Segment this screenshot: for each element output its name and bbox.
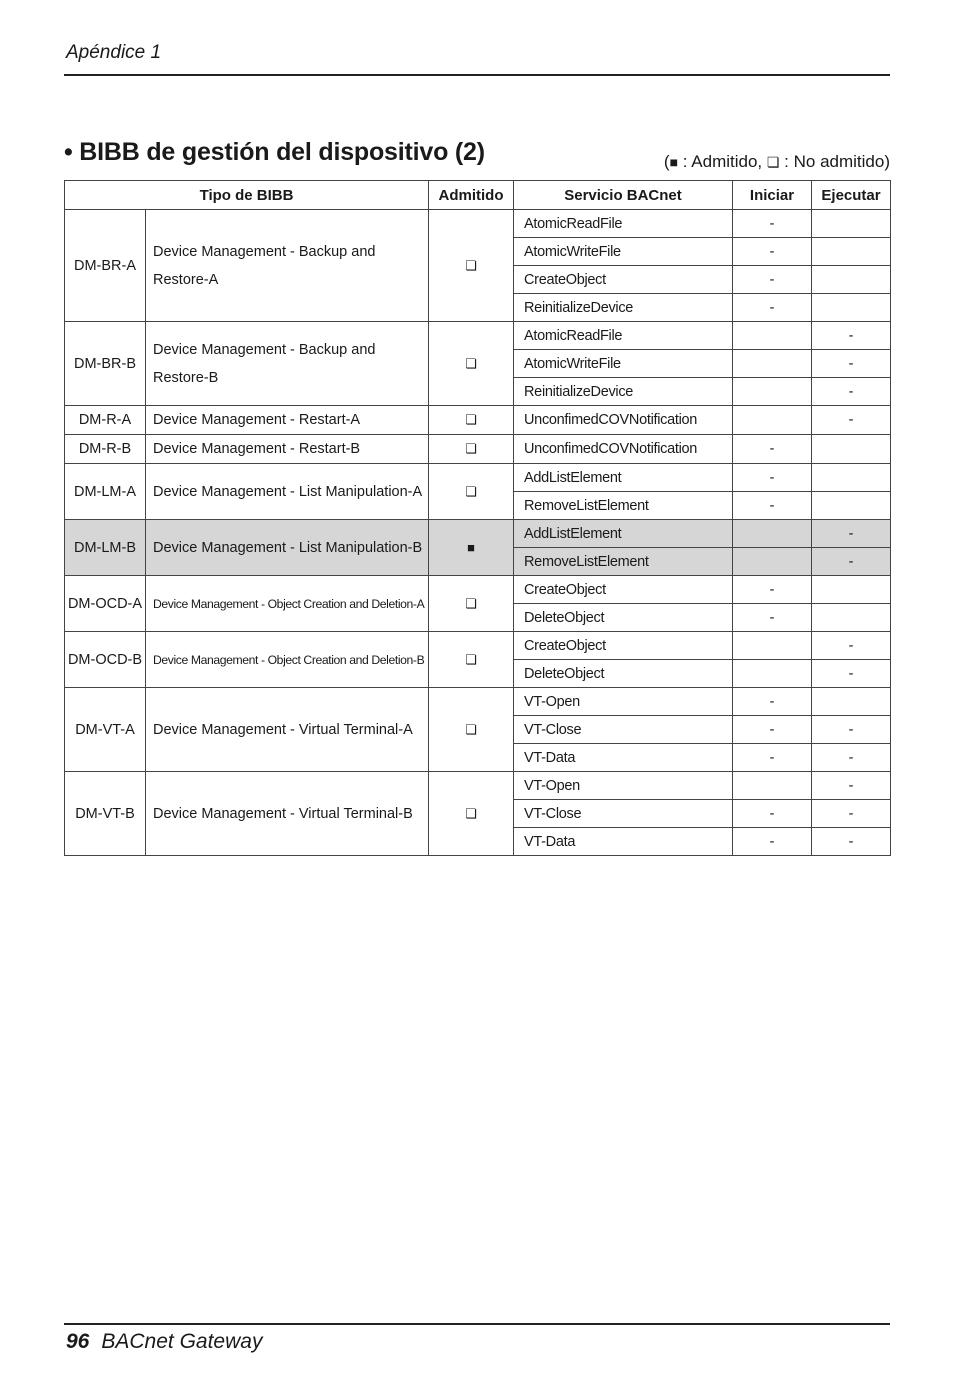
unsupported-icon: ❏ xyxy=(429,210,514,322)
ejecutar-mark xyxy=(812,210,891,238)
product-name: BACnet Gateway xyxy=(101,1330,263,1353)
bacnet-service: AtomicReadFile xyxy=(514,322,733,350)
iniciar-mark xyxy=(733,520,812,548)
bibb-name: Device Management - Virtual Terminal-A xyxy=(146,688,429,772)
table-row xyxy=(65,520,891,548)
bacnet-service: VT-Close xyxy=(514,716,733,744)
table-row xyxy=(65,435,891,464)
iniciar-mark: - xyxy=(733,800,812,828)
bibb-code: DM-OCD-B xyxy=(65,632,146,688)
bibb-name: Device Management - Backup and Restore-B xyxy=(146,322,429,406)
ejecutar-mark: - xyxy=(812,800,891,828)
supported-icon: ■ xyxy=(669,154,679,170)
page-title: • BIBB de gestión del dispositivo (2) xyxy=(64,138,485,166)
bibb-name: Device Management - Restart-B xyxy=(146,435,429,464)
page-number: 96 xyxy=(66,1330,90,1353)
legend xyxy=(664,152,890,172)
footer-divider xyxy=(64,1323,890,1325)
ejecutar-mark: - xyxy=(812,744,891,772)
bibb-name: Device Management - Restart-A xyxy=(146,406,429,435)
bacnet-service: CreateObject xyxy=(514,266,733,294)
column-header-servicio: Servicio BACnet xyxy=(514,181,733,210)
ejecutar-mark: - xyxy=(812,632,891,660)
ejecutar-mark: - xyxy=(812,716,891,744)
unsupported-icon: ❏ xyxy=(429,576,514,632)
iniciar-mark: - xyxy=(733,576,812,604)
bacnet-service: UnconfimedCOVNotification xyxy=(514,435,733,464)
legend-unsupported-text: : No admitido) xyxy=(779,152,890,171)
ejecutar-mark xyxy=(812,435,891,464)
ejecutar-mark: - xyxy=(812,660,891,688)
bacnet-service: RemoveListElement xyxy=(514,492,733,520)
bibb-code: DM-OCD-A xyxy=(65,576,146,632)
bacnet-service: VT-Data xyxy=(514,744,733,772)
header-divider xyxy=(64,74,890,76)
iniciar-mark xyxy=(733,322,812,350)
section-header: Apéndice 1 xyxy=(66,42,162,63)
iniciar-mark: - xyxy=(733,688,812,716)
bibb-table xyxy=(64,180,891,856)
ejecutar-mark xyxy=(812,266,891,294)
unsupported-icon: ❏ xyxy=(429,406,514,435)
iniciar-mark: - xyxy=(733,464,812,492)
table-row xyxy=(65,322,891,350)
bacnet-service: CreateObject xyxy=(514,632,733,660)
bibb-name: Device Management - Object Creation and Deletion-B xyxy=(146,632,429,688)
ejecutar-mark xyxy=(812,604,891,632)
iniciar-mark: - xyxy=(733,492,812,520)
table-row xyxy=(65,464,891,492)
ejecutar-mark: - xyxy=(812,378,891,406)
bibb-code: DM-BR-A xyxy=(65,210,146,322)
bacnet-service: VT-Open xyxy=(514,772,733,800)
ejecutar-mark xyxy=(812,294,891,322)
unsupported-icon: ❏ xyxy=(429,632,514,688)
page-footer xyxy=(66,1330,262,1354)
bacnet-service: ReinitializeDevice xyxy=(514,378,733,406)
supported-icon: ■ xyxy=(429,520,514,576)
bibb-code: DM-LM-A xyxy=(65,464,146,520)
bacnet-service: AddListElement xyxy=(514,520,733,548)
bacnet-service: DeleteObject xyxy=(514,604,733,632)
ejecutar-mark: - xyxy=(812,548,891,576)
table-row xyxy=(65,772,891,800)
unsupported-icon: ❏ xyxy=(429,322,514,406)
ejecutar-mark: - xyxy=(812,406,891,435)
bibb-name: Device Management - Object Creation and Deletion-A xyxy=(146,576,429,632)
column-header-ejecutar: Ejecutar xyxy=(812,181,891,210)
table-row xyxy=(65,210,891,238)
column-header-iniciar: Iniciar xyxy=(733,181,812,210)
bibb-name: Device Management - List Manipulation-A xyxy=(146,464,429,520)
unsupported-icon: ❏ xyxy=(766,154,780,170)
bibb-code: DM-VT-B xyxy=(65,772,146,856)
ejecutar-mark xyxy=(812,688,891,716)
iniciar-mark xyxy=(733,548,812,576)
ejecutar-mark xyxy=(812,238,891,266)
column-header-admitido: Admitido xyxy=(429,181,514,210)
ejecutar-mark xyxy=(812,576,891,604)
table-row xyxy=(65,406,891,435)
bibb-name: Device Management - List Manipulation-B xyxy=(146,520,429,576)
ejecutar-mark: - xyxy=(812,350,891,378)
bacnet-service: VT-Close xyxy=(514,800,733,828)
iniciar-mark: - xyxy=(733,716,812,744)
iniciar-mark xyxy=(733,772,812,800)
bacnet-service: DeleteObject xyxy=(514,660,733,688)
iniciar-mark: - xyxy=(733,294,812,322)
unsupported-icon: ❏ xyxy=(429,688,514,772)
bacnet-service: CreateObject xyxy=(514,576,733,604)
table-row xyxy=(65,632,891,660)
bacnet-service: UnconfimedCOVNotification xyxy=(514,406,733,435)
table-header-row xyxy=(65,181,891,210)
iniciar-mark: - xyxy=(733,238,812,266)
bibb-code: DM-LM-B xyxy=(65,520,146,576)
ejecutar-mark xyxy=(812,492,891,520)
unsupported-icon: ❏ xyxy=(429,464,514,520)
bibb-code: DM-R-A xyxy=(65,406,146,435)
bibb-name: Device Management - Backup and Restore-A xyxy=(146,210,429,322)
ejecutar-mark: - xyxy=(812,772,891,800)
bacnet-service: VT-Data xyxy=(514,828,733,856)
table-row xyxy=(65,576,891,604)
column-header-tipo: Tipo de BIBB xyxy=(65,181,429,210)
ejecutar-mark: - xyxy=(812,828,891,856)
bacnet-service: AtomicWriteFile xyxy=(514,350,733,378)
iniciar-mark xyxy=(733,632,812,660)
bacnet-service: ReinitializeDevice xyxy=(514,294,733,322)
bibb-code: DM-BR-B xyxy=(65,322,146,406)
iniciar-mark: - xyxy=(733,604,812,632)
iniciar-mark: - xyxy=(733,435,812,464)
legend-supported-text: : Admitido, xyxy=(678,152,767,171)
iniciar-mark: - xyxy=(733,210,812,238)
unsupported-icon: ❏ xyxy=(429,772,514,856)
bacnet-service: AtomicWriteFile xyxy=(514,238,733,266)
iniciar-mark: - xyxy=(733,744,812,772)
iniciar-mark xyxy=(733,350,812,378)
bacnet-service: RemoveListElement xyxy=(514,548,733,576)
iniciar-mark: - xyxy=(733,266,812,294)
ejecutar-mark xyxy=(812,464,891,492)
legend-open: ( xyxy=(663,152,670,171)
table-body xyxy=(65,210,891,856)
iniciar-mark xyxy=(733,660,812,688)
bacnet-service: AddListElement xyxy=(514,464,733,492)
iniciar-mark: - xyxy=(733,828,812,856)
iniciar-mark xyxy=(733,378,812,406)
unsupported-icon: ❏ xyxy=(429,435,514,464)
bibb-code: DM-R-B xyxy=(65,435,146,464)
ejecutar-mark: - xyxy=(812,520,891,548)
ejecutar-mark: - xyxy=(812,322,891,350)
iniciar-mark xyxy=(733,406,812,435)
bacnet-service: VT-Open xyxy=(514,688,733,716)
bibb-name: Device Management - Virtual Terminal-B xyxy=(146,772,429,856)
bibb-code: DM-VT-A xyxy=(65,688,146,772)
bacnet-service: AtomicReadFile xyxy=(514,210,733,238)
table-row xyxy=(65,688,891,716)
